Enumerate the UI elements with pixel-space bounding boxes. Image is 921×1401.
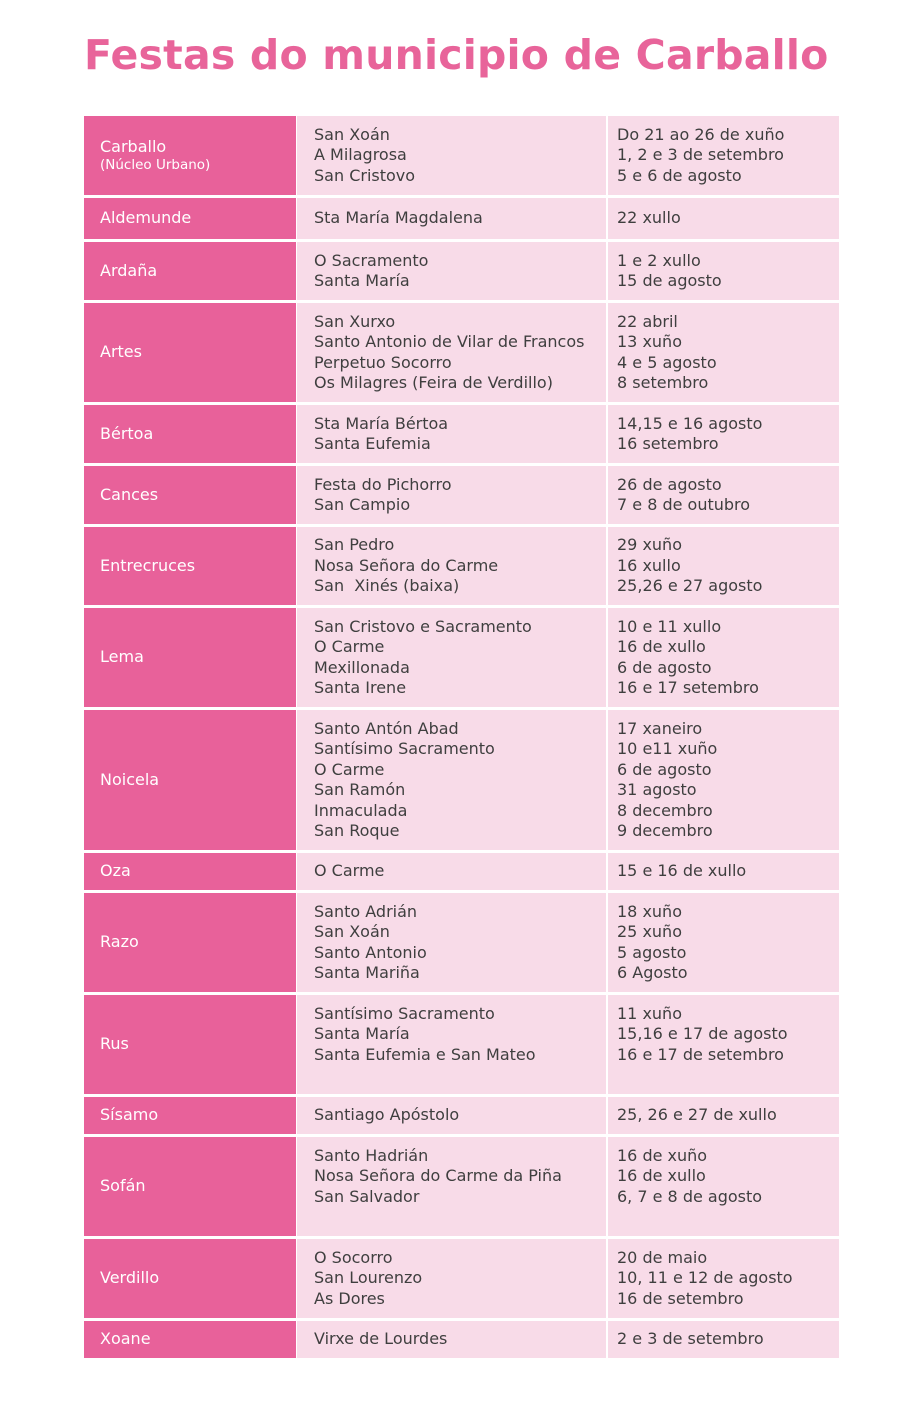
festa-name: Santo Hadrián [314, 1145, 429, 1165]
parish-cell [84, 242, 296, 300]
festa-name: Santo Antón Abad [314, 718, 459, 738]
parish-cell [84, 710, 296, 850]
festa-date: 25 xuño [617, 922, 682, 941]
festa-date: 17 xaneiro [617, 718, 703, 738]
festa-name: San Campio [314, 495, 411, 514]
festa-name: Santiago Apóstolo [314, 1105, 460, 1125]
parish-cell [84, 116, 296, 195]
festa-name: Sta María Magdalena [314, 208, 483, 228]
festas-cell [296, 608, 606, 707]
festas-cell [296, 466, 606, 524]
festa-date: 4 e 5 agosto [617, 352, 717, 372]
festas-cell [296, 710, 606, 850]
date-cell [606, 303, 839, 402]
festa-date: 16 de xullo [617, 637, 706, 656]
festas-cell [296, 1321, 606, 1358]
festa-date: 1 e 2 xullo [617, 250, 701, 270]
parish-name: Verdillo [100, 1268, 160, 1288]
festa-name: Mexillonada [314, 657, 410, 677]
festa-date: 14,15 e 16 agosto [617, 413, 763, 433]
festa-name: San Roque [314, 821, 400, 840]
festa-date: 16 setembro [617, 434, 719, 453]
festa-name: Santísimo Sacramento [314, 739, 495, 758]
festa-name: Sta María Bértoa [314, 413, 449, 433]
festas-table [84, 116, 839, 1361]
table-row [84, 1137, 839, 1239]
festa-name: San Lourenzo [314, 1268, 423, 1288]
festa-date: 18 xuño [617, 901, 682, 921]
date-cell [606, 608, 839, 707]
festa-name: As Dores [314, 1288, 385, 1308]
festa-date: 10 e11 xuño [617, 739, 718, 758]
table-row [84, 198, 839, 242]
festa-date: 5 agosto [617, 942, 687, 962]
festa-name: San Xurxo [314, 311, 396, 331]
date-cell [606, 198, 839, 239]
parish-cell [84, 608, 296, 707]
table-row [84, 1321, 839, 1361]
festa-name: O Carme [314, 637, 385, 656]
festa-date: 6 Agosto [617, 963, 688, 982]
festa-date: 29 xuño [617, 535, 682, 555]
festa-name: Santa Eufemia e San Mateo [314, 1044, 536, 1064]
festa-name: Virxe de Lourdes [314, 1329, 448, 1349]
parish-cell [84, 1239, 296, 1318]
table-row [84, 710, 839, 853]
date-cell [606, 710, 839, 850]
festa-name: San Ramón [314, 780, 406, 799]
date-cell [606, 1321, 839, 1358]
festa-date: 9 decembro [617, 821, 713, 840]
festas-cell [296, 242, 606, 300]
festa-name: Santo Adrián [314, 901, 418, 921]
festa-date: Do 21 ao 26 de xuño [617, 124, 785, 144]
festa-date: 25, 26 e 27 de xullo [617, 1105, 777, 1125]
festa-name [314, 1065, 536, 1086]
festa-name: San Cristovo e Sacramento [314, 616, 532, 636]
festas-cell [296, 405, 606, 463]
festa-date: 8 decembro [617, 800, 713, 820]
festas-cell [296, 893, 606, 992]
festa-name: Nosa Señora do Carme [314, 555, 499, 575]
festas-cell [296, 853, 606, 890]
festa-name: San Xoán [314, 124, 390, 144]
parish-cell [84, 466, 296, 524]
festa-date: 8 setembro [617, 373, 709, 392]
table-row [84, 527, 839, 608]
festa-name: San Salvador [314, 1186, 420, 1206]
parish-name: Bértoa [100, 423, 154, 443]
festa-date [617, 1207, 762, 1228]
parish-name: Artes [100, 342, 142, 362]
festa-name: San Xinés (baixa) [314, 576, 460, 596]
date-cell [606, 1097, 839, 1134]
festa-date: 20 de maio [617, 1247, 708, 1267]
festa-name: Festa do Pichorro [314, 474, 452, 494]
parish-name: Oza [100, 861, 131, 881]
table-row [84, 242, 839, 303]
parish-cell [84, 1097, 296, 1134]
festa-date: 6 de agosto [617, 759, 712, 779]
parish-name: Sísamo [100, 1105, 159, 1125]
table-row [84, 466, 839, 527]
festa-date [617, 1065, 788, 1086]
festas-cell [296, 198, 606, 239]
festas-cell [296, 995, 606, 1094]
festas-cell [296, 527, 606, 605]
parish-name: Lema [100, 647, 144, 667]
festa-date: 16 de xuño [617, 1145, 708, 1165]
festa-date: 26 de agosto [617, 474, 722, 494]
festas-cell [296, 1097, 606, 1134]
festa-date: 22 abril [617, 311, 678, 331]
date-cell [606, 242, 839, 300]
parish-cell [84, 853, 296, 890]
parish-cell [84, 303, 296, 402]
festa-date: 10 e 11 xullo [617, 616, 722, 636]
festa-name: Inmaculada [314, 800, 408, 820]
parish-name: Rus [100, 1034, 129, 1054]
page-title: Festas do municipio de Carballo [84, 31, 829, 79]
parish-cell [84, 527, 296, 605]
festa-date: 5 e 6 de agosto [617, 165, 742, 185]
parish-name: Entrecruces [100, 555, 196, 575]
festa-name: Santa Mariña [314, 963, 420, 982]
date-cell [606, 466, 839, 524]
parish-cell [84, 405, 296, 463]
table-row [84, 1239, 839, 1321]
festa-date: 16 de xullo [617, 1166, 706, 1185]
festa-name: Perpetuo Socorro [314, 352, 452, 372]
parish-subtitle: (Núcleo Urbano) [100, 157, 211, 174]
festas-cell [296, 1137, 606, 1236]
parish-cell [84, 995, 296, 1094]
parish-cell [84, 1321, 296, 1358]
festa-name: San Cristovo [314, 165, 416, 185]
parish-name: Carballo [100, 136, 167, 156]
festa-date: 15 de agosto [617, 271, 722, 290]
parish-name: Cances [100, 484, 159, 504]
festa-name: O Carme [314, 759, 385, 779]
parish-name: Ardaña [100, 260, 158, 280]
festa-name: San Pedro [314, 535, 395, 555]
festa-date: 7 e 8 de outubro [617, 495, 751, 514]
festa-name: Santa María [314, 1024, 410, 1043]
festa-date: 22 xullo [617, 208, 681, 228]
table-row [84, 893, 839, 995]
parish-name: Noicela [100, 769, 160, 789]
festa-date: 16 xullo [617, 555, 681, 575]
date-cell [606, 995, 839, 1094]
parish-name: Xoane [100, 1329, 151, 1349]
table-row [84, 1097, 839, 1137]
festas-cell [296, 303, 606, 402]
festa-date: 15,16 e 17 de agosto [617, 1024, 788, 1043]
festa-name: Santo Antonio de Vilar de Francos [314, 332, 585, 351]
date-cell [606, 116, 839, 195]
festa-name: Santa María [314, 271, 410, 290]
festa-name: O Socorro [314, 1247, 393, 1267]
date-cell [606, 405, 839, 463]
festa-name: A Milagrosa [314, 145, 407, 165]
festa-date: 25,26 e 27 agosto [617, 576, 763, 596]
festa-name: O Sacramento [314, 250, 429, 270]
date-cell [606, 853, 839, 890]
festas-cell [296, 116, 606, 195]
festa-name [314, 1207, 562, 1228]
festa-date: 16 e 17 de setembro [617, 1044, 784, 1064]
festa-name: Santa Irene [314, 678, 407, 697]
table-row [84, 116, 839, 198]
parish-name: Aldemunde [100, 208, 192, 228]
parish-cell [84, 893, 296, 992]
festa-date: 11 xuño [617, 1003, 682, 1023]
festa-name: Santa Eufemia [314, 434, 431, 453]
parish-name: Sofán [100, 1176, 146, 1196]
parish-cell [84, 198, 296, 239]
festa-date: 1, 2 e 3 de setembro [617, 145, 784, 165]
festa-name: San Xoán [314, 922, 390, 941]
festa-date: 10, 11 e 12 de agosto [617, 1268, 793, 1288]
festa-name: Nosa Señora do Carme da Piña [314, 1166, 562, 1185]
festa-date: 16 e 17 setembro [617, 678, 759, 697]
festa-name: Santo Antonio [314, 942, 427, 962]
festa-date: 13 xuño [617, 332, 682, 351]
festa-date: 6 de agosto [617, 657, 712, 677]
date-cell [606, 893, 839, 992]
parish-name: Razo [100, 932, 139, 952]
festa-date: 2 e 3 de setembro [617, 1329, 764, 1349]
festa-date: 6, 7 e 8 de agosto [617, 1186, 763, 1206]
festa-name: O Carme [314, 861, 385, 881]
festas-cell [296, 1239, 606, 1318]
date-cell [606, 1239, 839, 1318]
festa-name: Os Milagres (Feira de Verdillo) [314, 373, 553, 392]
date-cell [606, 1137, 839, 1236]
table-row [84, 853, 839, 893]
festa-date: 15 e 16 de xullo [617, 861, 747, 881]
table-row [84, 995, 839, 1097]
festa-date: 31 agosto [617, 780, 697, 799]
date-cell [606, 527, 839, 605]
festa-name: Santísimo Sacramento [314, 1003, 495, 1023]
table-row [84, 608, 839, 710]
table-row [84, 405, 839, 466]
festa-date: 16 de setembro [617, 1288, 744, 1308]
table-row [84, 303, 839, 405]
parish-cell [84, 1137, 296, 1236]
